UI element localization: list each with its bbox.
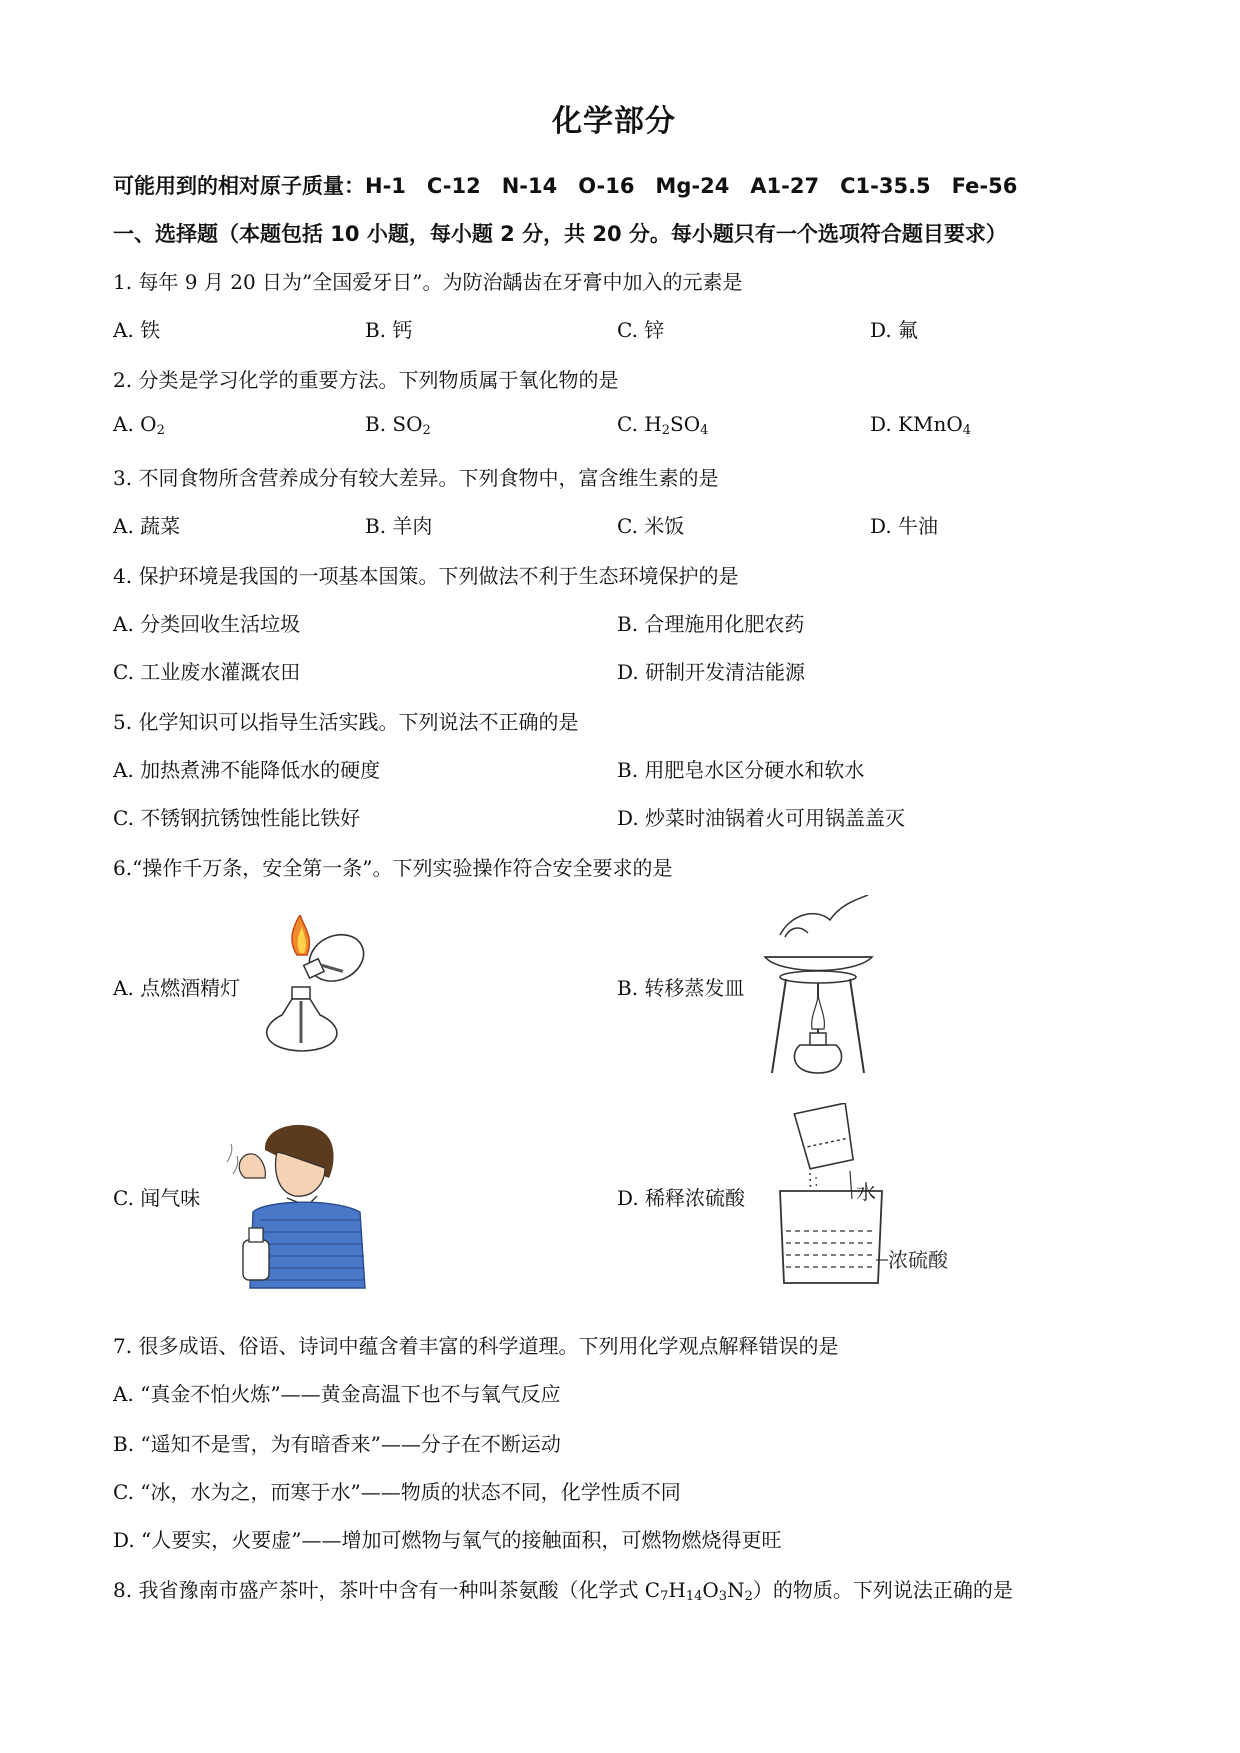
water-label: 水 [856, 1180, 876, 1204]
question-3-option-c: C. 米饭 [617, 514, 685, 538]
question-7-option-d: D. “人要实，火要虚”——增加可燃物与氧气的接触面积，可燃物燃烧得更旺 [113, 1528, 782, 1552]
question-5-stem: 5. 化学知识可以指导生活实践。下列说法不正确的是 [113, 710, 579, 734]
diluting-sulfuric-acid-figure [770, 1103, 950, 1288]
question-5-option-b: B. 用肥皂水区分硬水和软水 [617, 758, 865, 782]
question-3-option-d: D. 牛油 [870, 514, 939, 538]
question-7-stem: 7. 很多成语、俗语、诗词中蕴含着丰富的科学道理。下列用化学观点解释错误的是 [113, 1334, 839, 1358]
question-1-option-a: A. 铁 [113, 318, 161, 342]
question-5-option-a: A. 加热煮沸不能降低水的硬度 [113, 758, 381, 782]
question-2-option-a: A. $O_2$ [113, 412, 165, 438]
atomic-mass-line: 可能用到的相对原子质量：H-1 C-12 N-14 O-16 Mg-24 A1-27 C1-35.5 Fe-56 [113, 174, 1018, 198]
question-6-option-c: C. 闻气味 [113, 1186, 201, 1210]
question-3-stem: 3. 不同食物所含营养成分有较大差异。下列食物中，富含维生素的是 [113, 466, 719, 490]
question-3-option-b: B. 羊肉 [365, 514, 433, 538]
question-6-option-d: D. 稀释浓硫酸 [617, 1186, 746, 1210]
evaporating-dish-transfer-figure [760, 895, 880, 1080]
smelling-gas-figure [225, 1120, 370, 1290]
acid-label: 浓硫酸 [888, 1248, 948, 1272]
question-1-option-c: C. 锌 [617, 318, 665, 342]
alcohol-lamp-lighting-figure [252, 915, 382, 1055]
question-7-option-c: C. “冰，水为之，而寒于水”——物质的状态不同，化学性质不同 [113, 1480, 681, 1504]
question-5-option-c: C. 不锈钢抗锈蚀性能比铁好 [113, 806, 361, 830]
question-7-option-a: A. “真金不怕火炼”——黄金高温下也不与氧气反应 [113, 1382, 561, 1406]
page-title: 化学部分 [552, 104, 676, 139]
section-heading: 一、选择题（本题包括 10 小题，每小题 2 分，共 20 分。每小题只有一个选项符合题目要求） [113, 222, 1007, 246]
question-4-option-a: A. 分类回收生活垃圾 [113, 612, 301, 636]
question-7-option-b: B. “遥知不是雪，为有暗香来”——分子在不断运动 [113, 1432, 561, 1456]
question-1-option-b: B. 钙 [365, 318, 413, 342]
question-2-stem: 2. 分类是学习化学的重要方法。下列物质属于氧化物的是 [113, 368, 619, 392]
question-5-option-d: D. 炒菜时油锅着火可用锅盖盖灭 [617, 806, 906, 830]
question-6-option-a: A. 点燃酒精灯 [113, 976, 241, 1000]
question-4-stem: 4. 保护环境是我国的一项基本国策。下列做法不利于生态环境保护的是 [113, 564, 739, 588]
question-4-option-b: B. 合理施用化肥农药 [617, 612, 805, 636]
question-2-option-c: C. $H_2SO_4$ [617, 412, 709, 438]
question-4-option-d: D. 研制开发清洁能源 [617, 660, 806, 684]
question-6-option-b: B. 转移蒸发皿 [617, 976, 745, 1000]
question-2-option-d: D. KMnO$_4$ [870, 412, 972, 438]
question-6-stem: 6.“操作千万条，安全第一条”。下列实验操作符合安全要求的是 [113, 856, 673, 880]
question-4-option-c: C. 工业废水灌溉农田 [113, 660, 301, 684]
question-3-option-a: A. 蔬菜 [113, 514, 181, 538]
question-1-stem: 1. 每年 9 月 20 日为”全国爱牙日”。为防治龋齿在牙膏中加入的元素是 [113, 270, 743, 294]
question-2-option-b: B. $SO_2$ [365, 412, 431, 438]
question-1-option-d: D. 氟 [870, 318, 919, 342]
question-8-stem: 8. 我省豫南市盛产茶叶，茶叶中含有一种叫茶氨酸（化学式 $C_7H_{14}O_3N_2$）的物质。下列说法正确的是 [113, 1578, 1013, 1604]
